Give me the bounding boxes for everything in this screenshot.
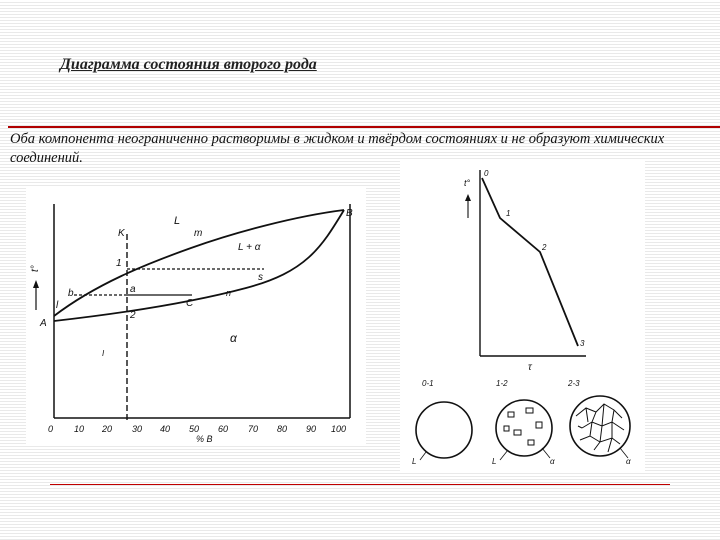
cooling-point-3: 3 — [580, 339, 585, 348]
micro-label-2-3: 2-3 — [568, 379, 580, 388]
cooling-y-arrow-head — [465, 194, 471, 201]
label-m: m — [194, 228, 203, 239]
label-K: K — [118, 228, 125, 239]
x-tick-0: 0 — [48, 424, 54, 434]
micro-phase-label-1: L — [412, 457, 417, 466]
cooling-curve-line — [482, 178, 578, 346]
micro-phase-label-2: L — [492, 457, 497, 466]
x-tick-100: 100 — [331, 424, 347, 434]
y-axis-label: t° — [30, 265, 41, 272]
bottom-divider — [50, 484, 670, 485]
micro-pointer-1 — [420, 452, 426, 460]
x-tick-60: 60 — [218, 424, 229, 434]
cooling-point-0: 0 — [484, 169, 489, 178]
label-n: n — [226, 288, 232, 298]
cooling-curve-diagram — [400, 160, 645, 472]
x-tick-10: 10 — [74, 424, 85, 434]
micro-circle-mixed — [496, 400, 552, 456]
cooling-point-1: 1 — [506, 209, 511, 218]
micro-pointer-2b — [542, 448, 550, 458]
slide-subtitle: Оба компонента неограниченно растворимы в жидком и твёрдом состояниях и не образуют химических соединений. — [10, 131, 665, 166]
label-l: l — [56, 300, 59, 311]
label-point-2: 2 — [130, 310, 136, 321]
label-A: A — [40, 318, 47, 329]
label-L-alpha: L + α — [238, 242, 261, 253]
phase-diagram-panel — [26, 188, 366, 446]
slide-title: Диаграмма состояния второго рода — [60, 56, 317, 73]
label-B: B — [346, 208, 353, 219]
x-tick-70: 70 — [248, 424, 259, 434]
label-point-1: 1 — [116, 258, 122, 269]
micro-phase-label-4: α — [626, 457, 631, 466]
label-L: L — [174, 215, 181, 227]
phase-diagram — [26, 188, 366, 446]
cooling-x-label: τ — [528, 362, 532, 373]
cooling-point-2: 2 — [542, 243, 547, 252]
micro-circle-liquid — [416, 402, 472, 458]
x-axis-label: % B — [196, 434, 213, 444]
micro-label-0-1: 0-1 — [422, 379, 434, 388]
label-a: a — [130, 284, 136, 295]
x-tick-40: 40 — [160, 424, 171, 434]
x-tick-20: 20 — [102, 424, 113, 434]
label-b: b — [68, 288, 74, 299]
label-s: s — [258, 272, 263, 283]
micro-pointer-2a — [500, 450, 508, 460]
y-arrow-head — [33, 280, 39, 288]
micro-phase-label-3: α — [550, 457, 555, 466]
micro-circle-solid — [570, 396, 630, 456]
micro-label-1-2: 1-2 — [496, 379, 508, 388]
top-divider — [8, 126, 720, 128]
cooling-curve-panel — [400, 160, 645, 472]
x-tick-50: 50 — [189, 424, 200, 434]
x-tick-80: 80 — [277, 424, 288, 434]
label-small-1: I — [102, 349, 105, 358]
label-c: C — [186, 298, 194, 309]
x-tick-30: 30 — [132, 424, 143, 434]
x-tick-90: 90 — [306, 424, 317, 434]
x-tick-labels — [48, 424, 346, 434]
label-alpha-region: α — [230, 331, 237, 345]
solidus-curve — [54, 210, 344, 321]
cooling-y-label: t° — [464, 178, 471, 188]
